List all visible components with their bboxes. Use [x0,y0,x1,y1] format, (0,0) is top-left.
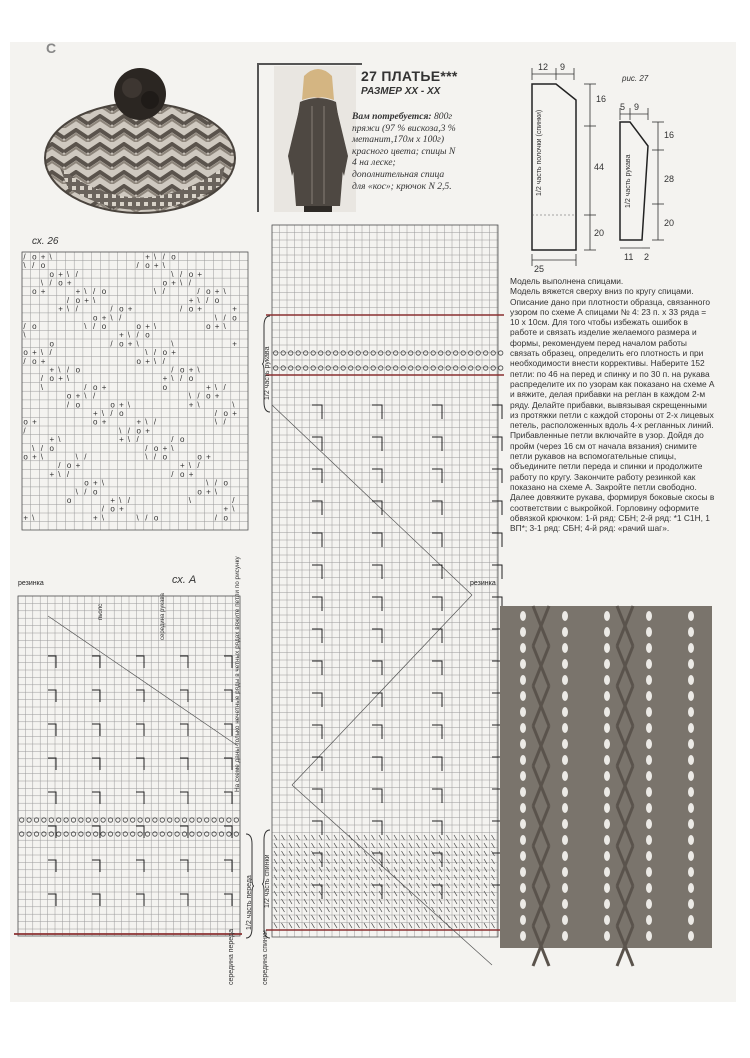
chart26-symbol: \ [188,461,191,471]
chart26-symbol: \ [171,269,174,279]
chart26-symbol: / [145,443,148,453]
chart26-symbol: + [197,269,203,279]
chart26-symbol: / [110,409,113,418]
chart26-symbol: / [49,278,52,288]
chart26-symbol: o [206,322,211,331]
chart26-symbol: o [32,252,37,262]
front-half-label: 1/2 часть переда [246,875,253,930]
materials-block [352,111,460,192]
raglan-diagonals [272,405,492,965]
chart26-symbol: / [23,426,26,436]
chart26-symbol: o [23,417,28,427]
chart26-symbol: \ [66,269,70,279]
grid-border [272,225,498,937]
chart26-symbol: o [110,504,115,514]
chart26-symbol: / [197,287,200,297]
chart26-symbol: / [101,504,104,514]
chart26-symbol: \ [153,252,157,262]
chart26-symbol: + [23,513,29,523]
chart26-symbol: \ [101,409,104,418]
chart26-symbol: \ [197,295,200,305]
chart26-symbol: o [110,400,115,410]
chart26-symbol: o [75,295,81,305]
chart26-symbol: / [180,374,183,384]
chart26-symbol: / [214,409,218,418]
chart26-symbol: o [153,443,159,453]
chart26-symbol: \ [58,435,61,445]
chart26-symbol: o [197,452,202,462]
rib-label: резинка [18,580,44,587]
chart26-symbol: / [127,496,131,505]
chart26-symbol: o [49,339,54,349]
chart26-symbol: o [223,513,228,523]
chart26-symbol: + [214,322,220,331]
chart26-symbol: o [75,400,81,410]
chart26-symbol: \ [153,356,157,366]
chart26-symbol: o [162,382,168,392]
chart26-symbol: / [110,304,113,314]
chart26-symbol: / [162,356,165,366]
chart26-symbol: \ [232,504,235,514]
chart26-symbol: + [145,426,150,436]
chart26-symbol: + [49,469,55,479]
chart26-grid [22,252,248,530]
chart26-symbol: \ [188,391,191,401]
chart26-symbol: / [40,374,44,384]
chart26-symbol: \ [110,313,113,323]
rib-label-right: резинка [470,580,496,587]
chart26-symbol: \ [40,348,44,358]
sleeve-dim-6: 11 [624,252,634,262]
beret-photo [40,58,240,228]
chart26-symbol: + [40,252,46,262]
grid-lines [272,225,498,937]
chart26-symbol: / [49,348,52,358]
chart26-symbol: o [84,478,89,488]
chart26-symbol: + [66,278,72,288]
chart26-symbol: + [153,261,159,271]
size-label: РАЗМЕР ХХ - ХХ [361,86,441,97]
sleeve-dim-4: 28 [664,174,675,184]
chart26-symbol: \ [214,417,218,427]
chart26-symbol: o [136,356,141,366]
chart26-symbol: \ [127,435,131,445]
chart26-symbol: + [145,252,150,262]
chart26-symbol: + [32,452,37,462]
raglan-chart-grid [272,225,498,937]
sleeve-dim-3: 16 [664,130,675,140]
chart26-symbol: / [188,278,191,288]
chartA-label: сх. А [172,574,197,586]
sleeve-piece-label: 1/2 часть рукава [625,154,632,208]
front-dim-2: 9 [560,62,566,72]
chart26-symbol: + [75,391,81,401]
front-dim-1: 12 [538,62,549,72]
chart26-symbol: / [23,356,26,366]
chart26-symbol: / [84,452,87,462]
chart26-symbol: o [119,304,124,314]
chart26-symbol: \ [153,287,157,297]
chart26-symbol: / [232,496,235,505]
sleeve-brace [262,316,272,412]
chart26-symbol: \ [171,339,174,349]
chart26-symbol: / [136,261,139,271]
chart26-symbol: / [66,469,70,479]
chart26-symbol: / [127,426,131,436]
chart26-symbol: o [206,391,211,401]
chart26-symbol: o [232,313,237,323]
chart26-symbol: + [40,287,46,297]
chart26-symbol: / [153,417,157,427]
chart26-symbol: \ [214,382,218,392]
front-dim-6: 25 [534,264,545,274]
chart26-symbol: \ [119,426,122,436]
chart26-symbol: / [93,391,96,401]
chart26-symbol: o [49,443,54,453]
chartA-grid [18,596,240,936]
chart26-symbol: o [66,461,72,471]
chart26-symbol: \ [145,452,148,462]
chart26-symbol: \ [75,487,78,497]
sleeve-mark-1: пьолс [98,603,104,620]
chart26-symbol: o [223,478,228,488]
chart26-symbol: / [23,322,26,331]
chart26-symbol: + [93,409,98,418]
chart26-symbol: \ [119,496,122,505]
chart26-symbol: / [153,348,157,358]
chart26-symbol: \ [162,261,165,271]
chart26-symbol: / [32,261,35,271]
corner-mark: C [46,40,57,56]
chart26-symbol: o [153,513,159,523]
chart26-symbol: / [58,461,61,471]
chart26-symbol: + [188,400,194,410]
chart26-symbols [23,252,237,522]
chart26-symbol: + [32,348,37,358]
chart26-symbol: / [136,435,139,445]
chart26-symbol: \ [145,348,148,358]
chart26-symbol: / [197,391,200,401]
chart26-symbol: / [93,287,96,297]
chart26-symbol: + [119,435,124,445]
front-piece-label: 1/2 часть полочки (спинки) [536,109,543,196]
chart26-symbol: / [75,304,78,314]
chart26-symbol: + [232,304,237,314]
chart26-symbol: o [75,365,81,375]
chart26-symbol: / [145,513,148,523]
chart26-symbol: + [232,409,237,418]
chart26-symbol: o [162,452,168,462]
chart26-symbol: + [101,313,107,323]
chart26-symbol: + [84,295,89,305]
sleeve-half-label: 1/2 часть рукава [264,346,271,400]
chart26-symbol: \ [84,322,87,331]
front-dim-4: 44 [594,162,605,172]
chart26-symbol: o [32,356,37,366]
chart26-symbol: + [127,304,133,314]
sleeve-dim-2: 9 [634,102,640,112]
chart26-symbol: + [75,461,81,471]
chart26-symbol: \ [171,443,174,453]
chart26-symbol: / [66,365,70,375]
chart26-symbol: \ [153,322,157,331]
chart26-symbol: o [101,287,107,297]
front-dim-3: 16 [596,94,607,104]
chartA-diagonal [48,616,238,746]
chart26-symbol: o [188,374,194,384]
chart26-symbol: + [171,278,176,288]
chart26-symbol: \ [136,513,139,523]
chart26-symbol: \ [66,374,70,384]
chart26-symbol: o [32,287,37,297]
sleeve-mark-2: середина рукава [160,593,166,640]
chart26-symbol: / [223,417,226,427]
chart26-symbol: \ [206,478,209,488]
chart26-symbol: o [93,487,98,497]
front-schematic [514,60,624,274]
fig-label: рис. 27 [622,74,649,83]
sleeve-schematic [610,100,690,270]
chart26-symbol: / [197,461,200,471]
chart26-symbol: / [180,269,183,279]
chart26-symbol: o [49,269,54,279]
chart26-symbol: + [206,452,211,462]
chart26-symbol: \ [40,452,44,462]
chart26-symbol: + [136,417,142,427]
chart26-symbol: / [84,382,87,392]
chart26-symbol: o [66,496,72,505]
chart26-symbol: / [162,252,165,262]
instructions-text: Модель выполнена спицами. Модель вяжется сверху вниз по кругу спицами. Описание дано при плотности образца, связанного узором по схеме А спицами № 4: 23 п. x 33 ряда = 10 x 10см. Для того чтобы избежать ошибок в работе и связать изделие желаемого размера и формы, рекомендуем перед началом работы связать образец, определить его плотность и при необходимости внести коррективы. Наберите 152 петли: по 46 на перед и спинку и по 30 п. на рукава распределите их по узорам как показано на схеме А и вяжите, делая прибавки на реглан в каждом 2-м ряду. Делайте прибавки, вывязывая скрещенными из протяжки петли с каждой стороны от 2-х лицевых петель, расположенных вдоль 4-х регланных линий. Прибавленные петли включайте в узор. Дойдя до пройм (через 16 см от начала вязания) снимите петли рукавов на вспомогательные спицы, объедините петли переда и спинки и продолжите работу по кругу. Закончите работу резинкой как показано на схеме А. Закройте петли свободно. Далее довяжите рукава, формируя боковые скосы в соответствии с выкройкой. Горловину оформите обвязкой крючком: 1-й ряд: СБН; 2-й ряд: *1 С1Н, 1 ВП*; 3-1 ряд: СБН; 4-й ряд: «рачий шаг». [510,276,715,534]
chart26-symbol: / [171,469,174,479]
chart26-symbol: \ [84,287,87,297]
chart26-symbol: + [162,374,168,384]
model-title: 27 ПЛАТЬЕ*** [361,68,458,84]
front-dim-5: 20 [594,228,605,238]
chart26-symbol: + [162,443,168,453]
chart26-symbol: + [119,330,124,340]
chart26-symbol: \ [66,304,70,314]
chart26-symbol: + [93,478,98,488]
chart26-symbol: \ [188,496,191,505]
chart26-symbol: \ [180,278,183,288]
chart26-symbol: o [93,313,98,323]
chart26-symbol: / [206,295,209,305]
chart26-symbol: + [145,356,150,366]
chart26-symbol: o [119,339,124,349]
chart26-symbol: \ [49,252,52,262]
chart26-symbol: o [136,322,141,331]
chart26-symbol: + [101,417,107,427]
chart26-symbol: / [66,400,70,410]
chart26-symbol: o [162,348,168,358]
chart26-symbol: + [145,322,150,331]
chart26-symbol: \ [214,487,218,497]
front-brace [244,834,254,938]
chart26-symbol: \ [171,374,174,384]
chart26-symbol: + [206,487,211,497]
chart26-symbol: + [197,304,203,314]
chart26-symbol: / [84,487,87,497]
chart26-symbol: + [49,365,55,375]
chart26-symbol: \ [127,330,131,340]
chart26-symbol: \ [93,295,96,305]
chart26-symbol: o [119,409,124,418]
chart26-symbol: + [110,496,116,505]
chart26-symbol: + [58,304,63,314]
chart26-symbol: o [145,330,150,340]
chart26-symbol: o [206,287,211,297]
chart26-symbol: + [75,287,81,297]
chart26-symbol: / [136,330,139,340]
chart26-symbol: o [40,261,46,271]
chart26-label: сх. 26 [32,236,59,247]
front-center-label: середина переда [228,928,235,985]
chart26-symbol: o [136,426,141,436]
chart26-symbol: / [214,478,218,488]
chart26-symbol: o [66,391,72,401]
chart26-symbol: o [171,252,176,262]
chart26-symbol: o [23,348,28,358]
chart26-symbol: + [214,287,220,297]
chart26-symbol: / [223,382,226,392]
lace-swatch-photo [500,606,712,948]
chart26-symbol: \ [136,339,139,349]
chart26-symbol: \ [197,400,200,410]
chart26-symbol: o [223,409,228,418]
chart26-symbol: + [32,417,37,427]
chart26-symbol: + [180,461,185,471]
chart26-symbol: + [58,374,63,384]
chart26-symbol: \ [145,417,148,427]
chart26-symbol: + [101,382,107,392]
chart26-symbol: \ [40,278,44,288]
grid-lines [18,596,240,936]
chart26-symbol: + [223,504,229,514]
chart26-symbol: \ [32,513,35,523]
chart26-symbol: o [197,487,202,497]
chart26-symbol: o [49,374,54,384]
materials-text: 800г пряжи (97 % вискоза,3 % метанит,170м x 100г) красного цвета; спицы N 4 на леске; дополнительная спица для «кос»; крючок N 2,5. [352,111,456,192]
chart26-symbol: \ [101,513,104,523]
chart26-symbol: / [40,443,44,453]
chart26-symbol: \ [223,287,226,297]
chart26-symbol: \ [32,443,35,453]
chart26-symbol: \ [23,261,26,271]
chart26-symbol: o [101,322,107,331]
chart26-symbol: o [180,435,185,445]
chart26-symbol: + [93,513,98,523]
chart26-symbol: \ [232,400,235,410]
chart26-symbol: \ [101,478,104,488]
chart26-symbol: / [214,513,218,523]
chart26-symbol: + [214,391,220,401]
chart26-symbol: + [188,365,194,375]
chart26-symbol: + [49,435,55,445]
chart26-symbol: o [162,278,168,288]
chart26-symbol: o [58,278,63,288]
chart26-symbol: + [58,269,63,279]
chart26-symbol: / [153,452,157,462]
chart26-symbol: o [93,417,98,427]
chart26-symbol: / [23,252,26,262]
chart26-symbol: \ [75,452,78,462]
sleeve-dim-5: 20 [664,218,675,228]
chart26-symbol: + [188,469,194,479]
chart26-symbol: \ [197,365,200,375]
chart26-symbol: / [171,435,174,445]
chart26-symbol: / [119,313,122,323]
back-brace [262,830,272,938]
chart26-symbol: o [180,365,185,375]
chart26-symbol: + [119,400,124,410]
chart26-symbol: / [223,313,226,323]
materials-heading: Вам потребуется: [352,111,432,122]
chart26-symbol: \ [58,469,61,479]
chart26-symbol: \ [40,382,44,392]
chart26-symbol: o [32,322,37,331]
back-half-label: 1/2 часть спинки [264,854,271,908]
chart26-symbol: \ [223,322,226,331]
chart26-symbol: o [188,304,194,314]
chart26-symbol: + [206,382,211,392]
chart26-symbol: + [188,295,194,305]
chart26-symbol: + [127,339,133,349]
chart26-symbol: \ [84,391,87,401]
chart26-symbol: / [75,269,78,279]
chart26-symbol: / [171,365,174,375]
chart26-symbol: + [119,504,124,514]
chart26-symbol: \ [58,365,61,375]
back-center-label: середина спинки [262,930,269,985]
chart26-symbol: \ [214,313,218,323]
chart26-symbol: o [145,261,150,271]
chart26-symbol: \ [23,330,26,340]
chart26-symbol: + [40,356,46,366]
chart26-symbol: o [23,452,28,462]
chart26-symbol: + [232,339,237,349]
chart26-symbol: / [180,304,183,314]
chart26-symbol: o [180,469,185,479]
chart26-symbol: \ [127,400,131,410]
chart26-symbol: / [110,339,113,349]
chart26-symbol: o [93,382,98,392]
sleeve-dim-1: 5 [620,102,626,112]
chart26-symbol: / [93,322,96,331]
chart26-symbol: / [66,295,70,305]
chart26-symbol: o [214,295,220,305]
chart26-symbol: / [162,287,165,297]
sleeve-dim-7: 2 [644,252,650,262]
chart26-symbol: o [188,269,194,279]
chart26-symbol: + [171,348,176,358]
